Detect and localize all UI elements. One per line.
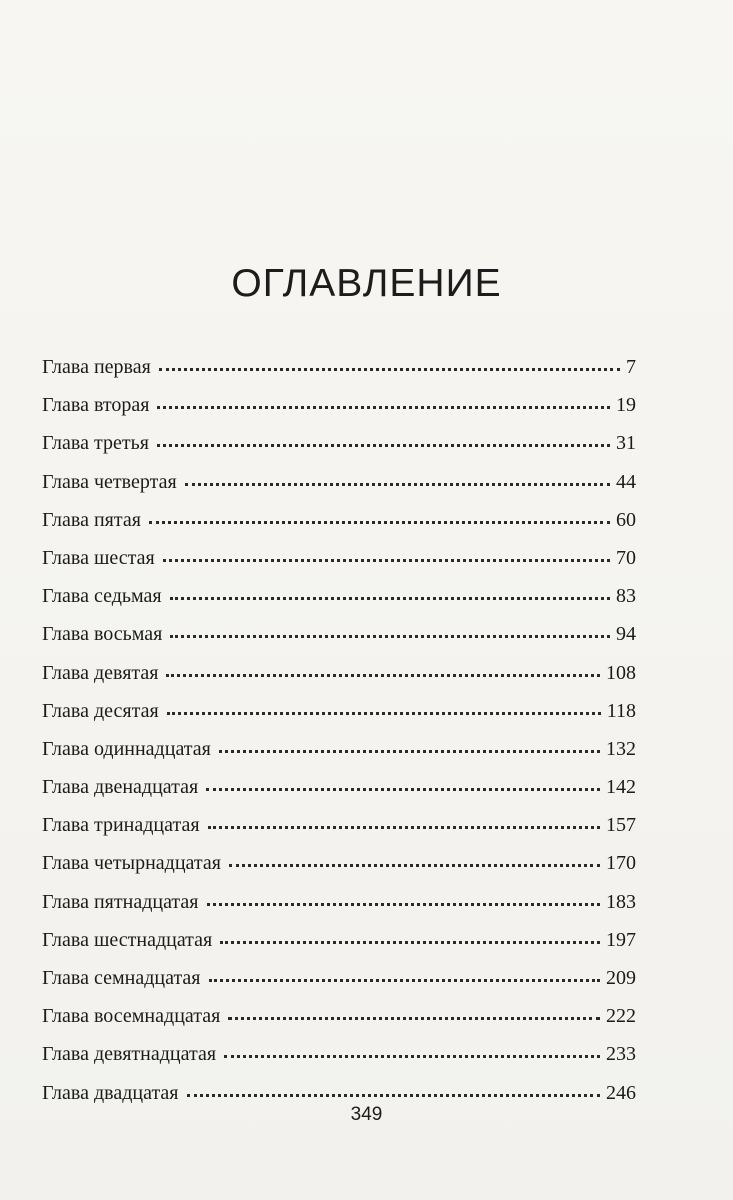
toc-entry-title: Глава третья (42, 432, 149, 455)
toc-entry-page: 233 (606, 1043, 636, 1066)
dot-leader (157, 405, 610, 409)
dot-leader (208, 825, 600, 829)
toc-entry-page: 94 (616, 623, 636, 646)
dot-leader (228, 1016, 600, 1020)
dot-leader (185, 482, 610, 486)
toc-entry-page: 132 (606, 737, 636, 760)
dot-leader (207, 902, 601, 906)
toc-entry-title: Глава шестнадцатая (42, 928, 213, 951)
toc-entry-page: 83 (616, 585, 636, 608)
toc-entry-title: Глава пятая (42, 508, 141, 531)
dot-leader (149, 520, 610, 524)
page-number: 349 (350, 1104, 383, 1125)
toc-entry (42, 501, 636, 539)
table-of-contents (42, 348, 636, 1112)
toc-entry-title: Глава тринадцатая (42, 814, 200, 837)
toc-entry-title: Глава первая (42, 356, 151, 378)
toc-entry-page: 142 (606, 776, 636, 799)
toc-entry-title: Глава восьмая (42, 623, 163, 646)
toc-entry-title: Глава семнадцатая (42, 967, 201, 989)
toc-entry-page: 70 (616, 546, 636, 569)
toc-entry-page: 108 (606, 661, 636, 684)
toc-entry-title: Глава девятая (42, 661, 159, 684)
toc-entry-page: 170 (606, 852, 636, 875)
toc-entry-page: 183 (606, 890, 636, 913)
dot-leader (167, 711, 601, 715)
toc-heading: ОГЛАВЛЕНИЕ (231, 262, 502, 306)
toc-entry-title: Глава четвертая (42, 470, 177, 493)
toc-entry (42, 692, 636, 730)
toc-entry (42, 463, 636, 501)
toc-entry-title: Глава вторая (42, 394, 150, 417)
toc-entry (42, 844, 636, 882)
toc-entry-title: Глава седьмая (42, 585, 162, 608)
dot-leader (209, 978, 600, 982)
toc-entry-page: 197 (606, 928, 636, 951)
toc-entry-title: Глава двадцатая (42, 1081, 179, 1104)
toc-entry-title: Глава двенадцатая (42, 776, 199, 799)
toc-entry-title: Глава одиннадцатая (42, 737, 211, 760)
toc-entry-title: Глава восемнадцатая (42, 1005, 221, 1028)
toc-entry (42, 959, 636, 997)
toc-entry (42, 654, 636, 692)
toc-entry-page: 222 (606, 1005, 636, 1028)
toc-entry-page: 7 (626, 356, 636, 378)
toc-entry (42, 806, 636, 844)
toc-entry-page: 246 (606, 1081, 636, 1104)
toc-entry-page: 44 (616, 470, 636, 493)
toc-entry (42, 577, 636, 615)
toc-entry (42, 424, 636, 462)
toc-entry (42, 539, 636, 577)
toc-entry-title: Глава шестая (42, 546, 155, 569)
dot-leader (220, 940, 600, 944)
dot-leader (224, 1054, 600, 1058)
toc-entry-page: 157 (606, 814, 636, 837)
toc-entry-title: Глава четырнадцатая (42, 852, 221, 875)
toc-entry (42, 921, 636, 959)
toc-entry (42, 883, 636, 921)
toc-entry (42, 730, 636, 768)
toc-entry-page: 60 (616, 508, 636, 531)
dot-leader (206, 787, 600, 791)
toc-entry-page: 209 (606, 967, 636, 989)
toc-entry (42, 348, 636, 386)
toc-entry (42, 997, 636, 1035)
dot-leader (170, 634, 610, 638)
dot-leader (229, 863, 600, 867)
toc-entry (42, 615, 636, 653)
dot-leader (219, 749, 600, 753)
toc-entry (42, 768, 636, 806)
toc-entry-page: 118 (606, 699, 636, 722)
toc-entry-page: 19 (616, 394, 636, 417)
dot-leader (157, 443, 610, 447)
toc-entry-title: Глава пятнадцатая (42, 890, 199, 913)
dot-leader (170, 596, 610, 600)
toc-entry (42, 386, 636, 424)
toc-entry-page: 31 (616, 432, 636, 455)
dot-leader (187, 1093, 600, 1097)
toc-entry-title: Глава девятнадцатая (42, 1043, 217, 1066)
dot-leader (166, 673, 600, 677)
toc-entry-title: Глава десятая (42, 699, 159, 722)
dot-leader (159, 367, 620, 371)
toc-entry (42, 1035, 636, 1073)
dot-leader (163, 558, 610, 562)
